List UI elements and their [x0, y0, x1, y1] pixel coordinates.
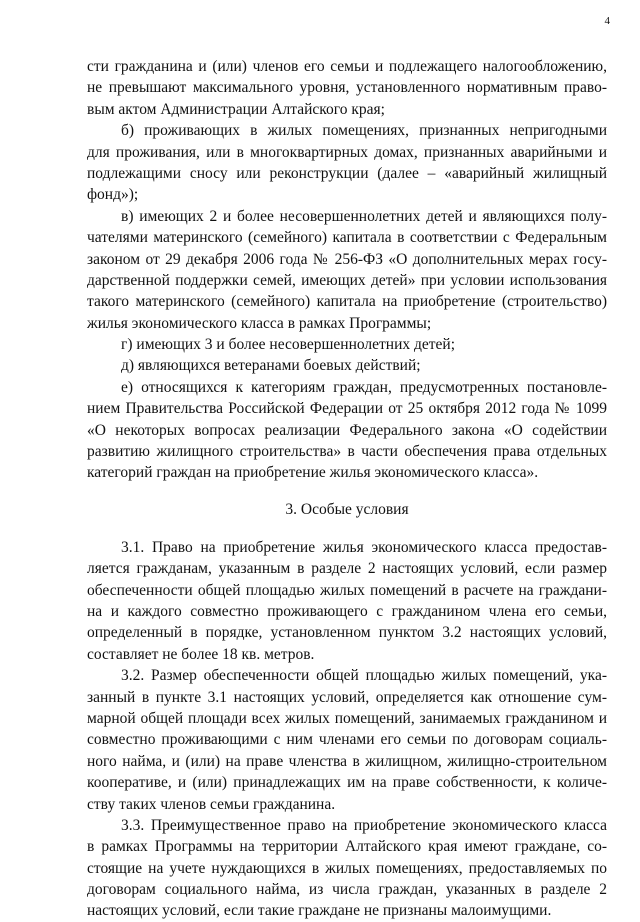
- text-line: такого материнского (семейного) капитала на приобретение (строительство): [87, 293, 607, 311]
- text-line: г) имеющих 3 и более несовершеннолетних детей;: [121, 336, 456, 354]
- text-line: ного найма, и (или) на праве членства в жилищном, жилищно-строительном: [87, 752, 607, 770]
- text-line: «О некоторых вопросах реализации Федерального закона «О содействии: [87, 421, 607, 439]
- text-line: законом от 29 декабря 2006 года № 256-ФЗ «О дополнительных мерах госу-: [87, 250, 607, 268]
- text-line: в) имеющих 2 и более несовершеннолетних детей и являющихся полу-: [121, 207, 607, 225]
- text-line: жилья экономического класса в рамках Программы;: [87, 314, 432, 332]
- text-line: категорий граждан на приобретение жилья экономического класса».: [87, 464, 539, 482]
- paragraph-3-2: [87, 665, 607, 815]
- section-heading: 3. Особые условия: [285, 500, 409, 518]
- paragraph-3-3: [87, 815, 607, 922]
- text-line: на и каждого совместно проживающего с гражданином члена его семьи,: [87, 602, 607, 620]
- text-line: д) являющихся ветеранами боевых действий;: [121, 357, 421, 375]
- text-line: б) проживающих в жилых помещениях, признанных непригодными: [121, 122, 607, 140]
- text-line: развитию жилищного строительства» в части обеспечения права отдельных: [87, 443, 607, 461]
- text-line: ляется гражданам, указанным в разделе 2 настоящих условий, если размер: [87, 560, 607, 578]
- text-line: дарственной поддержки семей, имеющих детей» при условии использования: [87, 271, 607, 289]
- text-line: определенный в порядке, установленном пунктом 3.2 настоящих условий,: [87, 624, 607, 642]
- page-number: 4: [604, 15, 610, 27]
- text-line: 3.1. Право на приобретение жилья экономического класса предостав-: [121, 538, 607, 556]
- text-line: ству таких членов семьи гражданина.: [87, 795, 336, 813]
- item-v-paragraph: [87, 206, 607, 334]
- document-body: [87, 56, 607, 922]
- intro-paragraph: [87, 56, 607, 120]
- text-line: подлежащими сносу или реконструкции (далее – «аварийный жилищный: [87, 164, 607, 182]
- text-line: е) относящихся к категориям граждан, предусмотренных постановле-: [121, 378, 607, 396]
- text-line: для проживания, или в многоквартирных домах, признанных аварийными и: [87, 143, 607, 161]
- item-g-paragraph: [87, 334, 607, 355]
- text-line: 3.2. Размер обеспеченности общей площадью жилых помещений, ука-: [121, 667, 607, 685]
- text-line: в рамках Программы на территории Алтайского края имеют граждане, со-: [87, 838, 607, 856]
- text-line: кооперативе, и (или) принадлежащих им на праве собственности, к количе-: [87, 774, 607, 792]
- paragraph-3-1: [87, 537, 607, 665]
- item-d-paragraph: [87, 355, 607, 376]
- item-b-paragraph: [87, 120, 607, 206]
- text-line: стоящие на учете нуждающихся в жилых помещениях, предоставляемых по: [87, 859, 607, 877]
- text-line: занный в пункте 3.1 настоящих условий, определяется как отношение сум-: [87, 688, 607, 706]
- text-line: чателями материнского (семейного) капитала в соответствии с Федеральным: [87, 229, 607, 247]
- text-line: марной общей площади всех жилых помещений, занимаемых гражданином и: [87, 709, 607, 727]
- text-line: не превышают максимального уровня, установленного нормативным право-: [87, 79, 607, 97]
- text-line: составляет не более 18 кв. метров.: [87, 645, 315, 663]
- text-line: фонд»);: [87, 186, 139, 204]
- text-line: договорам социального найма, из числа граждан, указанных в разделе 2: [87, 881, 607, 899]
- item-e-paragraph: [87, 377, 607, 484]
- text-line: настоящих условий, если такие граждане не признаны малоимущими.: [87, 902, 552, 920]
- text-line: вым актом Администрации Алтайского края;: [87, 100, 385, 118]
- text-line: обеспеченности общей площадью жилых помещений в расчете на граждани-: [87, 581, 607, 599]
- text-line: 3.3. Преимущественное право на приобретение экономического класса: [121, 816, 607, 834]
- text-line: совместно проживающими с ним членами его семьи по договорам социаль-: [87, 731, 607, 749]
- text-line: нием Правительства Российской Федерации от 25 октября 2012 года № 1099: [87, 400, 607, 418]
- text-line: сти гражданина и (или) членов его семьи и подлежащего налогообложению,: [87, 58, 607, 75]
